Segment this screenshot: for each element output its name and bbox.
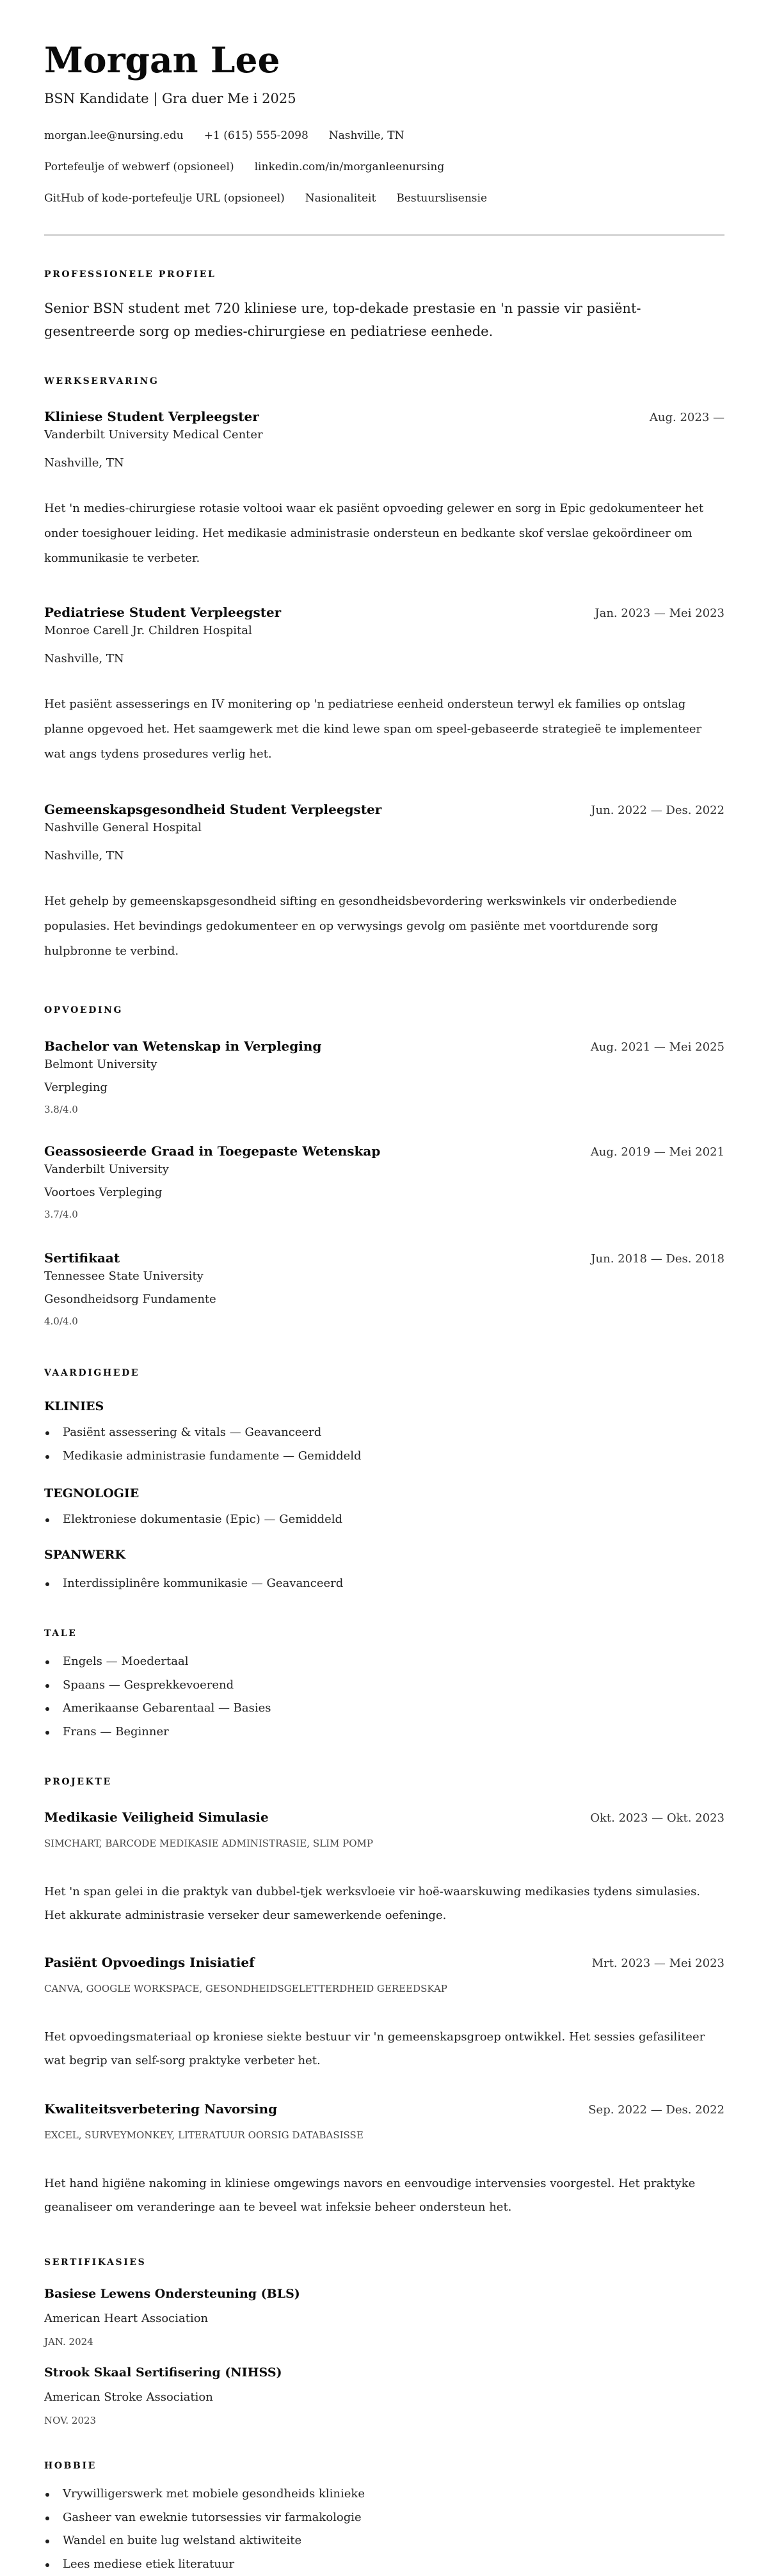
bullet-icon — [45, 1731, 49, 1735]
education-gpa: 4.0/4.0 — [44, 1314, 724, 1328]
job-title: Pediatriese Student Verpleegster — [44, 603, 281, 621]
contact-portfolio[interactable]: Portefeulje of webwerf (opsioneel) — [44, 159, 234, 175]
contact-github[interactable]: GitHub of kode-portefeulje URL (opsioneel) — [44, 191, 285, 206]
skill-category-teamwork: SPANWERK — [44, 1546, 125, 1563]
hobby-item: Lees mediese etiek literatuur — [44, 2553, 365, 2576]
job-location: Nashville, TN — [44, 455, 724, 472]
bullet-icon — [45, 2563, 49, 2567]
project-date: Mrt. 2023 — Mei 2023 — [592, 1955, 724, 1973]
bullet-icon — [45, 1707, 49, 1711]
language-item: Spaans — Gesprekkevoerend — [44, 1674, 271, 1697]
project-title: Kwaliteitsverbetering Navorsing — [44, 2100, 277, 2118]
project-date: Sep. 2022 — Des. 2022 — [588, 2101, 724, 2119]
bullet-icon — [45, 2540, 49, 2543]
hobby-item: Gasheer van eweknie tutorsessies vir farmakologie — [44, 2506, 365, 2530]
certification-entry — [44, 2364, 724, 2428]
skill-item: Medikasie administrasie fundamente — Gemiddeld — [44, 1445, 362, 1468]
profile-summary: Senior BSN student met 720 kliniese ure, top-dekade prestasie en 'n passie vir pasiënt-gesentreerde sorg op medies-chirurgiese en pediatriese eenhede. — [44, 297, 724, 343]
contact-location: Nashville, TN — [329, 128, 404, 143]
certification-issuer: American Heart Association — [44, 2310, 724, 2327]
contact-drivers-license: Bestuurslisensie — [396, 191, 487, 206]
certification-date: JAN. 2024 — [44, 2335, 724, 2349]
education-date: Aug. 2021 — Mei 2025 — [591, 1038, 724, 1056]
degree-title: Geassosieerde Graad in Toegepaste Wetenskap — [44, 1142, 380, 1160]
section-title-hobbies: HOBBIE — [44, 2460, 97, 2472]
bullet-icon — [45, 1684, 49, 1688]
job-company: Vanderbilt University Medical Center — [44, 427, 724, 443]
job-description: Het gehelp by gemeenskapsgesondheid sifting en gesondheidsbevordering werkswinkels vir onderbediende populasies. Het bevindings gedokumenteer en op verwysings gevolg om pasiënte met voortdurende sorg hulpbronne te verbind. — [44, 889, 724, 964]
language-item: Amerikaanse Gebarentaal — Basies — [44, 1697, 271, 1721]
project-title: Medikasie Veiligheid Simulasie — [44, 1808, 269, 1826]
project-entry — [44, 1953, 724, 2072]
project-description: Het 'n span gelei in die praktyk van dubbel-tjek werksvloeie vir hoë-waarskuwing medikasies tydens simulasies. Het akkurate administrasie verseker deur samewerkende oefeninge. — [44, 1880, 724, 1927]
bullet-icon — [45, 1660, 49, 1664]
section-title-certifications: SERTIFIKASIES — [44, 2257, 146, 2268]
bullet-icon — [45, 1518, 49, 1522]
language-item: Engels — Moedertaal — [44, 1650, 271, 1674]
project-date: Okt. 2023 — Okt. 2023 — [590, 1809, 724, 1827]
skill-list-technology — [44, 1508, 342, 1532]
bullet-icon — [45, 1455, 49, 1459]
contact-phone[interactable]: +1 (615) 555-2098 — [204, 128, 308, 143]
project-entry — [44, 1808, 724, 1927]
project-entry — [44, 2100, 724, 2219]
experience-entry — [44, 800, 724, 964]
skill-list-clinical — [44, 1421, 362, 1468]
project-description: Het hand higiëne nakoming in kliniese omgewings navors en eenvoudige intervensies voorgestel. Het praktyke geanaliseer om veranderinge aan te beveel wat infeksie beheer ondersteun het. — [44, 2172, 724, 2219]
section-title-projects: PROJEKTE — [44, 1776, 112, 1788]
project-tools: CANVA, GOOGLE WORKSPACE, GESONDHEIDSGELETTERDHEID GEREEDSKAP — [44, 1982, 724, 1996]
degree-title: Sertifikaat — [44, 1249, 120, 1267]
education-field: Verpleging — [44, 1079, 724, 1096]
section-title-profile: PROFESSIONELE PROFIEL — [44, 269, 216, 280]
experience-entry — [44, 603, 724, 767]
hobby-item: Vrywilligerswerk met mobiele gesondheids klinieke — [44, 2483, 365, 2506]
certification-title: Strook Skaal Sertifisering (NIHSS) — [44, 2364, 724, 2381]
job-title: Kliniese Student Verpleegster — [44, 408, 259, 425]
education-date: Aug. 2019 — Mei 2021 — [591, 1143, 724, 1161]
certification-date: NOV. 2023 — [44, 2413, 724, 2428]
contact-linkedin[interactable]: linkedin.com/in/morganleenursing — [255, 159, 445, 175]
education-institution: Belmont University — [44, 1056, 724, 1073]
job-company: Nashville General Hospital — [44, 820, 724, 836]
bullet-icon — [45, 2493, 49, 2497]
header-divider — [44, 234, 724, 236]
hobby-list — [44, 2483, 365, 2576]
bullet-icon — [45, 2516, 49, 2520]
education-entry — [44, 1037, 724, 1117]
certification-title: Basiese Lewens Ondersteuning (BLS) — [44, 2286, 724, 2302]
section-title-languages: TALE — [44, 1628, 77, 1639]
contact-row-3 — [44, 191, 487, 206]
job-location: Nashville, TN — [44, 848, 724, 864]
section-title-experience: WERKSERVARING — [44, 376, 159, 387]
job-description: Het pasiënt assesserings en IV monitering op 'n pediatriese eenheid ondersteun terwyl ek families op ontslag planne opgevoed het. Het saamgewerk met die kind lewe span om speel-gebaseerde strategieë te implementeer wat angs tydens prosedures verlig het. — [44, 692, 724, 767]
contact-nationality: Nasionaliteit — [305, 191, 376, 206]
project-tools: EXCEL, SURVEYMONKEY, LITERATUUR OORSIG DATABASISSE — [44, 2128, 724, 2142]
job-location: Nashville, TN — [44, 651, 724, 667]
contact-row-1 — [44, 128, 404, 143]
skill-item: Interdissiplinêre kommunikasie — Geavanceerd — [44, 1572, 343, 1596]
skill-category-technology: TEGNOLOGIE — [44, 1485, 139, 1502]
certification-issuer: American Stroke Association — [44, 2389, 724, 2406]
language-item: Frans — Beginner — [44, 1721, 271, 1744]
degree-title: Bachelor van Wetenskap in Verpleging — [44, 1037, 321, 1055]
candidate-headline: BSN Kandidate | Gra duer Me i 2025 — [44, 90, 296, 107]
education-gpa: 3.8/4.0 — [44, 1102, 724, 1117]
contact-email[interactable]: morgan.lee@nursing.edu — [44, 128, 184, 143]
education-field: Voortoes Verpleging — [44, 1184, 724, 1201]
education-entry — [44, 1142, 724, 1221]
bullet-icon — [45, 1431, 49, 1435]
skill-item: Pasiënt assessering & vitals — Geavanceerd — [44, 1421, 362, 1445]
job-description: Het 'n medies-chirurgiese rotasie voltooi waar ek pasiënt opvoeding gelewer en sorg in Epic gedokumenteer het onder toesighouer leiding. Het medikasie administrasie ondersteun en bedkante skof verslae gekoördineer om kommunikasie te verbeter. — [44, 496, 724, 571]
project-description: Het opvoedingsmateriaal op kroniese siekte bestuur vir 'n gemeenskapsgroep ontwikkel. Het sessies gefasiliteer wat begrip van self-sorg praktyke verbeter het. — [44, 2025, 724, 2072]
education-gpa: 3.7/4.0 — [44, 1207, 724, 1221]
job-title: Gemeenskapsgesondheid Student Verpleegster — [44, 800, 381, 818]
job-date: Jun. 2022 — Des. 2022 — [591, 802, 724, 820]
bullet-icon — [45, 1582, 49, 1586]
contact-row-2 — [44, 159, 444, 175]
job-date: Aug. 2023 — — [650, 409, 724, 427]
education-date: Jun. 2018 — Des. 2018 — [591, 1250, 724, 1268]
language-list — [44, 1650, 271, 1744]
candidate-name: Morgan Lee — [44, 40, 280, 81]
skill-item: Elektroniese dokumentasie (Epic) — Gemiddeld — [44, 1508, 342, 1532]
section-title-education: OPVOEDING — [44, 1005, 123, 1016]
job-company: Monroe Carell Jr. Children Hospital — [44, 623, 724, 639]
education-institution: Vanderbilt University — [44, 1161, 724, 1178]
skill-category-clinical: KLINIES — [44, 1398, 104, 1415]
job-date: Jan. 2023 — Mei 2023 — [595, 605, 724, 623]
project-title: Pasiënt Opvoedings Inisiatief — [44, 1953, 255, 1971]
education-institution: Tennessee State University — [44, 1268, 724, 1285]
project-tools: SIMCHART, BARCODE MEDIKASIE ADMINISTRASIE, SLIM POMP — [44, 1836, 724, 1850]
certification-entry — [44, 2286, 724, 2349]
experience-entry — [44, 408, 724, 571]
section-title-skills: VAARDIGHEDE — [44, 1367, 140, 1379]
education-field: Gesondheidsorg Fundamente — [44, 1291, 724, 1308]
education-entry — [44, 1249, 724, 1328]
hobby-item: Wandel en buite lug welstand aktiwiteite — [44, 2529, 365, 2553]
skill-list-teamwork — [44, 1572, 343, 1596]
